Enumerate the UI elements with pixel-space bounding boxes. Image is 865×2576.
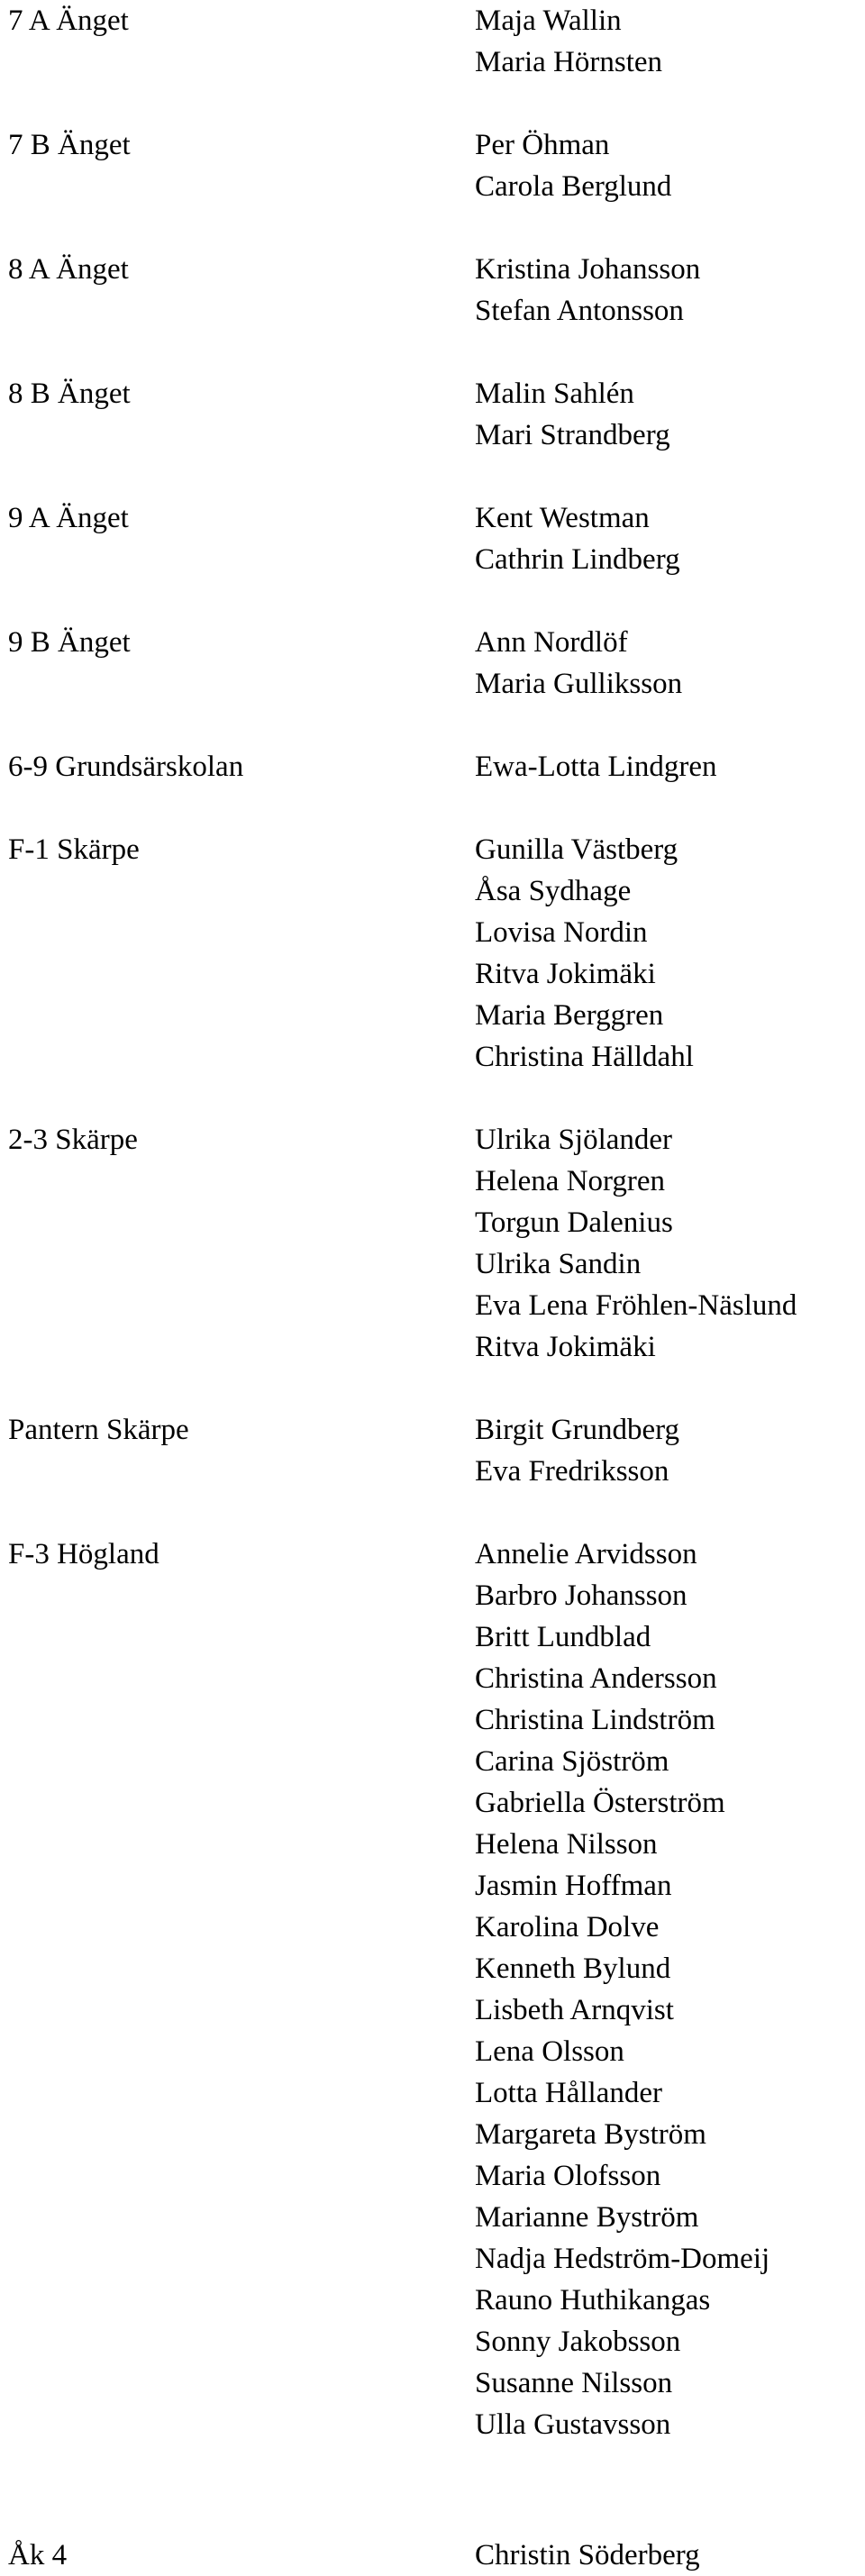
teacher-name: Ulla Gustavsson <box>475 2408 671 2441</box>
teacher-name: Birgit Grundberg <box>475 1414 680 1446</box>
teacher-name: Maja Wallin <box>475 5 622 37</box>
class-name: F-1 Skärpe <box>8 833 140 866</box>
class-name: 8 B Änget <box>8 378 131 410</box>
teacher-name: Lovisa Nordin <box>475 916 648 949</box>
teacher-name: Maria Hörnsten <box>475 46 663 78</box>
teacher-name: Gunilla Västberg <box>475 833 678 866</box>
class-name: Pantern Skärpe <box>8 1414 189 1446</box>
teacher-name: Britt Lundblad <box>475 1621 651 1653</box>
teacher-name: Ritva Jokimäki <box>475 1331 656 1363</box>
teacher-name: Christina Andersson <box>475 1662 717 1695</box>
class-name: Åk 4 <box>8 2539 68 2571</box>
class-name: F-3 Högland <box>8 1538 159 1570</box>
teacher-name: Torgun Dalenius <box>475 1206 673 1239</box>
teacher-name: Ann Nordlöf <box>475 626 628 659</box>
class-row <box>8 373 855 456</box>
teacher-name: Helena Norgren <box>475 1165 666 1197</box>
class-name: 2-3 Skärpe <box>8 1124 138 1156</box>
teacher-name: Christina Hälldahl <box>475 1041 694 1073</box>
teacher-name: Sonny Jakobsson <box>475 2326 681 2358</box>
teacher-list <box>475 1534 769 2445</box>
teacher-name: Lisbeth Arnqvist <box>475 1994 674 2026</box>
teacher-name: Ewa-Lotta Lindgren <box>475 751 717 783</box>
class-row <box>8 0 855 83</box>
teacher-name: Ulrika Sandin <box>475 1248 642 1280</box>
class-row <box>8 1409 855 1492</box>
class-row <box>8 622 855 705</box>
class-name: 6-9 Grundsärskolan <box>8 751 244 783</box>
teacher-name: Eva Lena Fröhlen-Näslund <box>475 1289 797 1322</box>
teacher-name: Carina Sjöström <box>475 1745 669 1778</box>
class-name: 8 A Änget <box>8 253 129 286</box>
teacher-name: Kent Westman <box>475 502 650 534</box>
teacher-name: Malin Sahlén <box>475 378 634 410</box>
teacher-name: Jasmin Hoffman <box>475 1870 672 1902</box>
teacher-name: Maria Gulliksson <box>475 668 683 700</box>
teacher-list <box>475 249 700 332</box>
teacher-name: Annelie Arvidsson <box>475 1538 697 1570</box>
class-row <box>8 497 855 580</box>
class-row <box>8 249 855 332</box>
teacher-name: Christin Söderberg <box>475 2539 700 2571</box>
class-row <box>8 2535 855 2576</box>
teacher-name: Per Öhman <box>475 129 610 161</box>
class-name: 9 B Änget <box>8 626 131 659</box>
class-teacher-list <box>8 0 855 2576</box>
teacher-list <box>475 1409 679 1492</box>
teacher-name: Maria Berggren <box>475 999 664 1032</box>
teacher-name: Ulrika Sjölander <box>475 1124 673 1156</box>
teacher-name: Carola Berglund <box>475 170 672 203</box>
teacher-name: Cathrin Lindberg <box>475 543 680 576</box>
teacher-name: Barbro Johansson <box>475 1579 687 1612</box>
class-row <box>8 1534 855 2445</box>
teacher-name: Lena Olsson <box>475 2035 624 2068</box>
teacher-list <box>475 497 680 580</box>
teacher-name: Helena Nilsson <box>475 1828 658 1861</box>
teacher-name: Karolina Dolve <box>475 1911 660 1943</box>
teacher-name: Rauno Huthikangas <box>475 2284 711 2317</box>
teacher-list <box>475 1119 797 1368</box>
teacher-name: Lotta Hållander <box>475 2077 662 2109</box>
class-row <box>8 746 855 787</box>
teacher-list <box>475 746 716 787</box>
teacher-name: Gabriella Österström <box>475 1787 725 1819</box>
teacher-name: Ritva Jokimäki <box>475 958 656 990</box>
teacher-list <box>475 124 671 207</box>
class-name: 9 A Änget <box>8 502 129 534</box>
teacher-list <box>475 373 670 456</box>
teacher-name: Margareta Byström <box>475 2118 706 2151</box>
teacher-name: Kristina Johansson <box>475 253 701 286</box>
teacher-name: Kenneth Bylund <box>475 1952 671 1985</box>
teacher-name: Stefan Antonsson <box>475 295 684 327</box>
teacher-name: Susanne Nilsson <box>475 2367 673 2399</box>
teacher-name: Nadja Hedström-Domeij <box>475 2243 770 2275</box>
teacher-name: Åsa Sydhage <box>475 875 632 907</box>
teacher-list <box>475 2535 700 2576</box>
class-name: 7 B Änget <box>8 129 131 161</box>
class-row <box>8 829 855 1078</box>
teacher-list <box>475 0 662 83</box>
class-row <box>8 124 855 207</box>
class-row <box>8 1119 855 1368</box>
teacher-list <box>475 829 694 1078</box>
teacher-list <box>475 622 682 705</box>
teacher-name: Christina Lindström <box>475 1704 715 1736</box>
teacher-name: Maria Olofsson <box>475 2160 661 2192</box>
teacher-name: Eva Fredriksson <box>475 1455 669 1488</box>
teacher-name: Marianne Byström <box>475 2201 699 2234</box>
class-name: 7 A Änget <box>8 5 129 37</box>
teacher-name: Mari Strandberg <box>475 419 670 451</box>
